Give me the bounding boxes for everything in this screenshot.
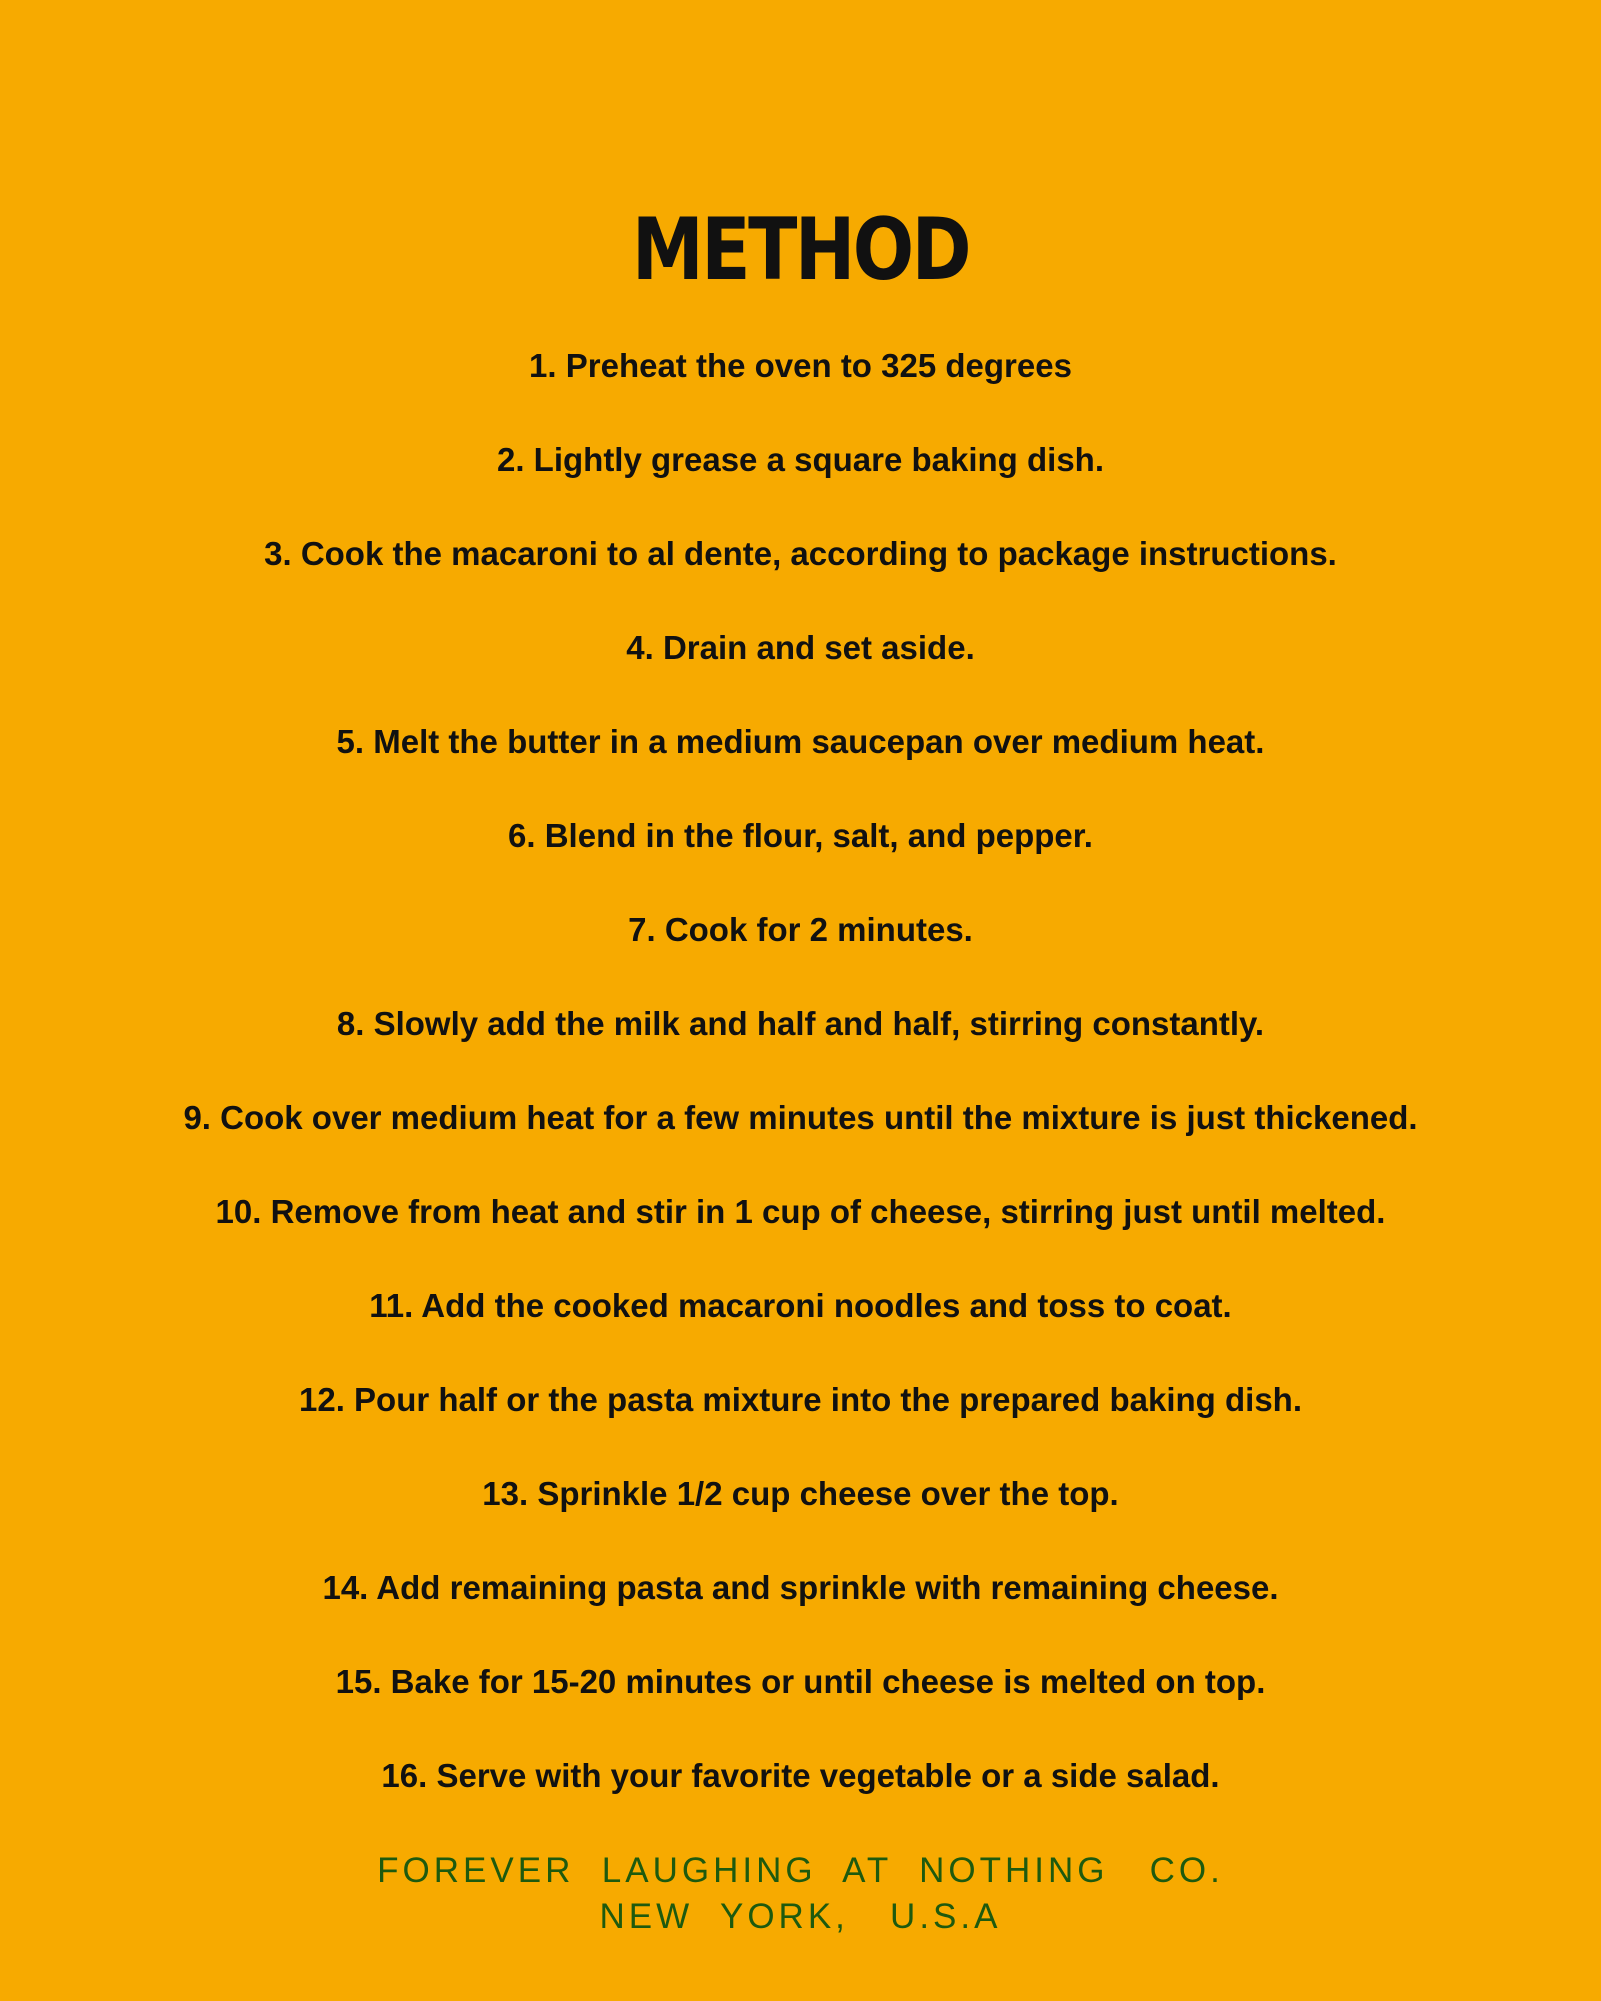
method-step-7: 7. Cook for 2 minutes.	[628, 911, 973, 948]
method-step-9: 9. Cook over medium heat for a few minutes until the mixture is just thickened.	[183, 1099, 1418, 1136]
method-step-8: 8. Slowly add the milk and half and half, stirring constantly.	[336, 1005, 1265, 1042]
company-name: FOREVER LAUGHING AT NOTHING CO.	[377, 1851, 1224, 1890]
page-title: METHOD	[631, 200, 970, 300]
method-step-15: 15. Bake for 15-20 minutes or until cheese is melted on top.	[335, 1663, 1266, 1700]
method-step-5: 5. Melt the butter in a medium saucepan over medium heat.	[336, 723, 1265, 760]
method-step-1: 1. Preheat the oven to 325 degrees	[529, 347, 1072, 384]
method-step-10: 10. Remove from heat and stir in 1 cup of cheese, stirring just until melted.	[215, 1193, 1386, 1230]
method-step-12: 12. Pour half or the pasta mixture into the prepared baking dish.	[298, 1381, 1303, 1418]
method-step-6: 6. Blend in the flour, salt, and pepper.	[508, 817, 1093, 854]
method-step-2: 2. Lightly grease a square baking dish.	[496, 441, 1105, 478]
company-location: NEW YORK, U.S.A	[599, 1897, 1002, 1936]
method-step-16: 16. Serve with your favorite vegetable or a side salad.	[381, 1757, 1220, 1794]
method-step-11: 11. Add the cooked macaroni noodles and toss to coat.	[369, 1287, 1232, 1324]
method-step-14: 14. Add remaining pasta and sprinkle with remaining cheese.	[322, 1569, 1279, 1606]
method-step-4: 4. Drain and set aside.	[626, 629, 975, 666]
company-footer	[0, 1848, 1601, 1940]
method-step-13: 13. Sprinkle 1/2 cup cheese over the top.	[482, 1475, 1119, 1512]
method-steps-list	[0, 344, 1601, 1848]
method-step-3: 3. Cook the macaroni to al dente, according to package instructions.	[264, 535, 1337, 572]
